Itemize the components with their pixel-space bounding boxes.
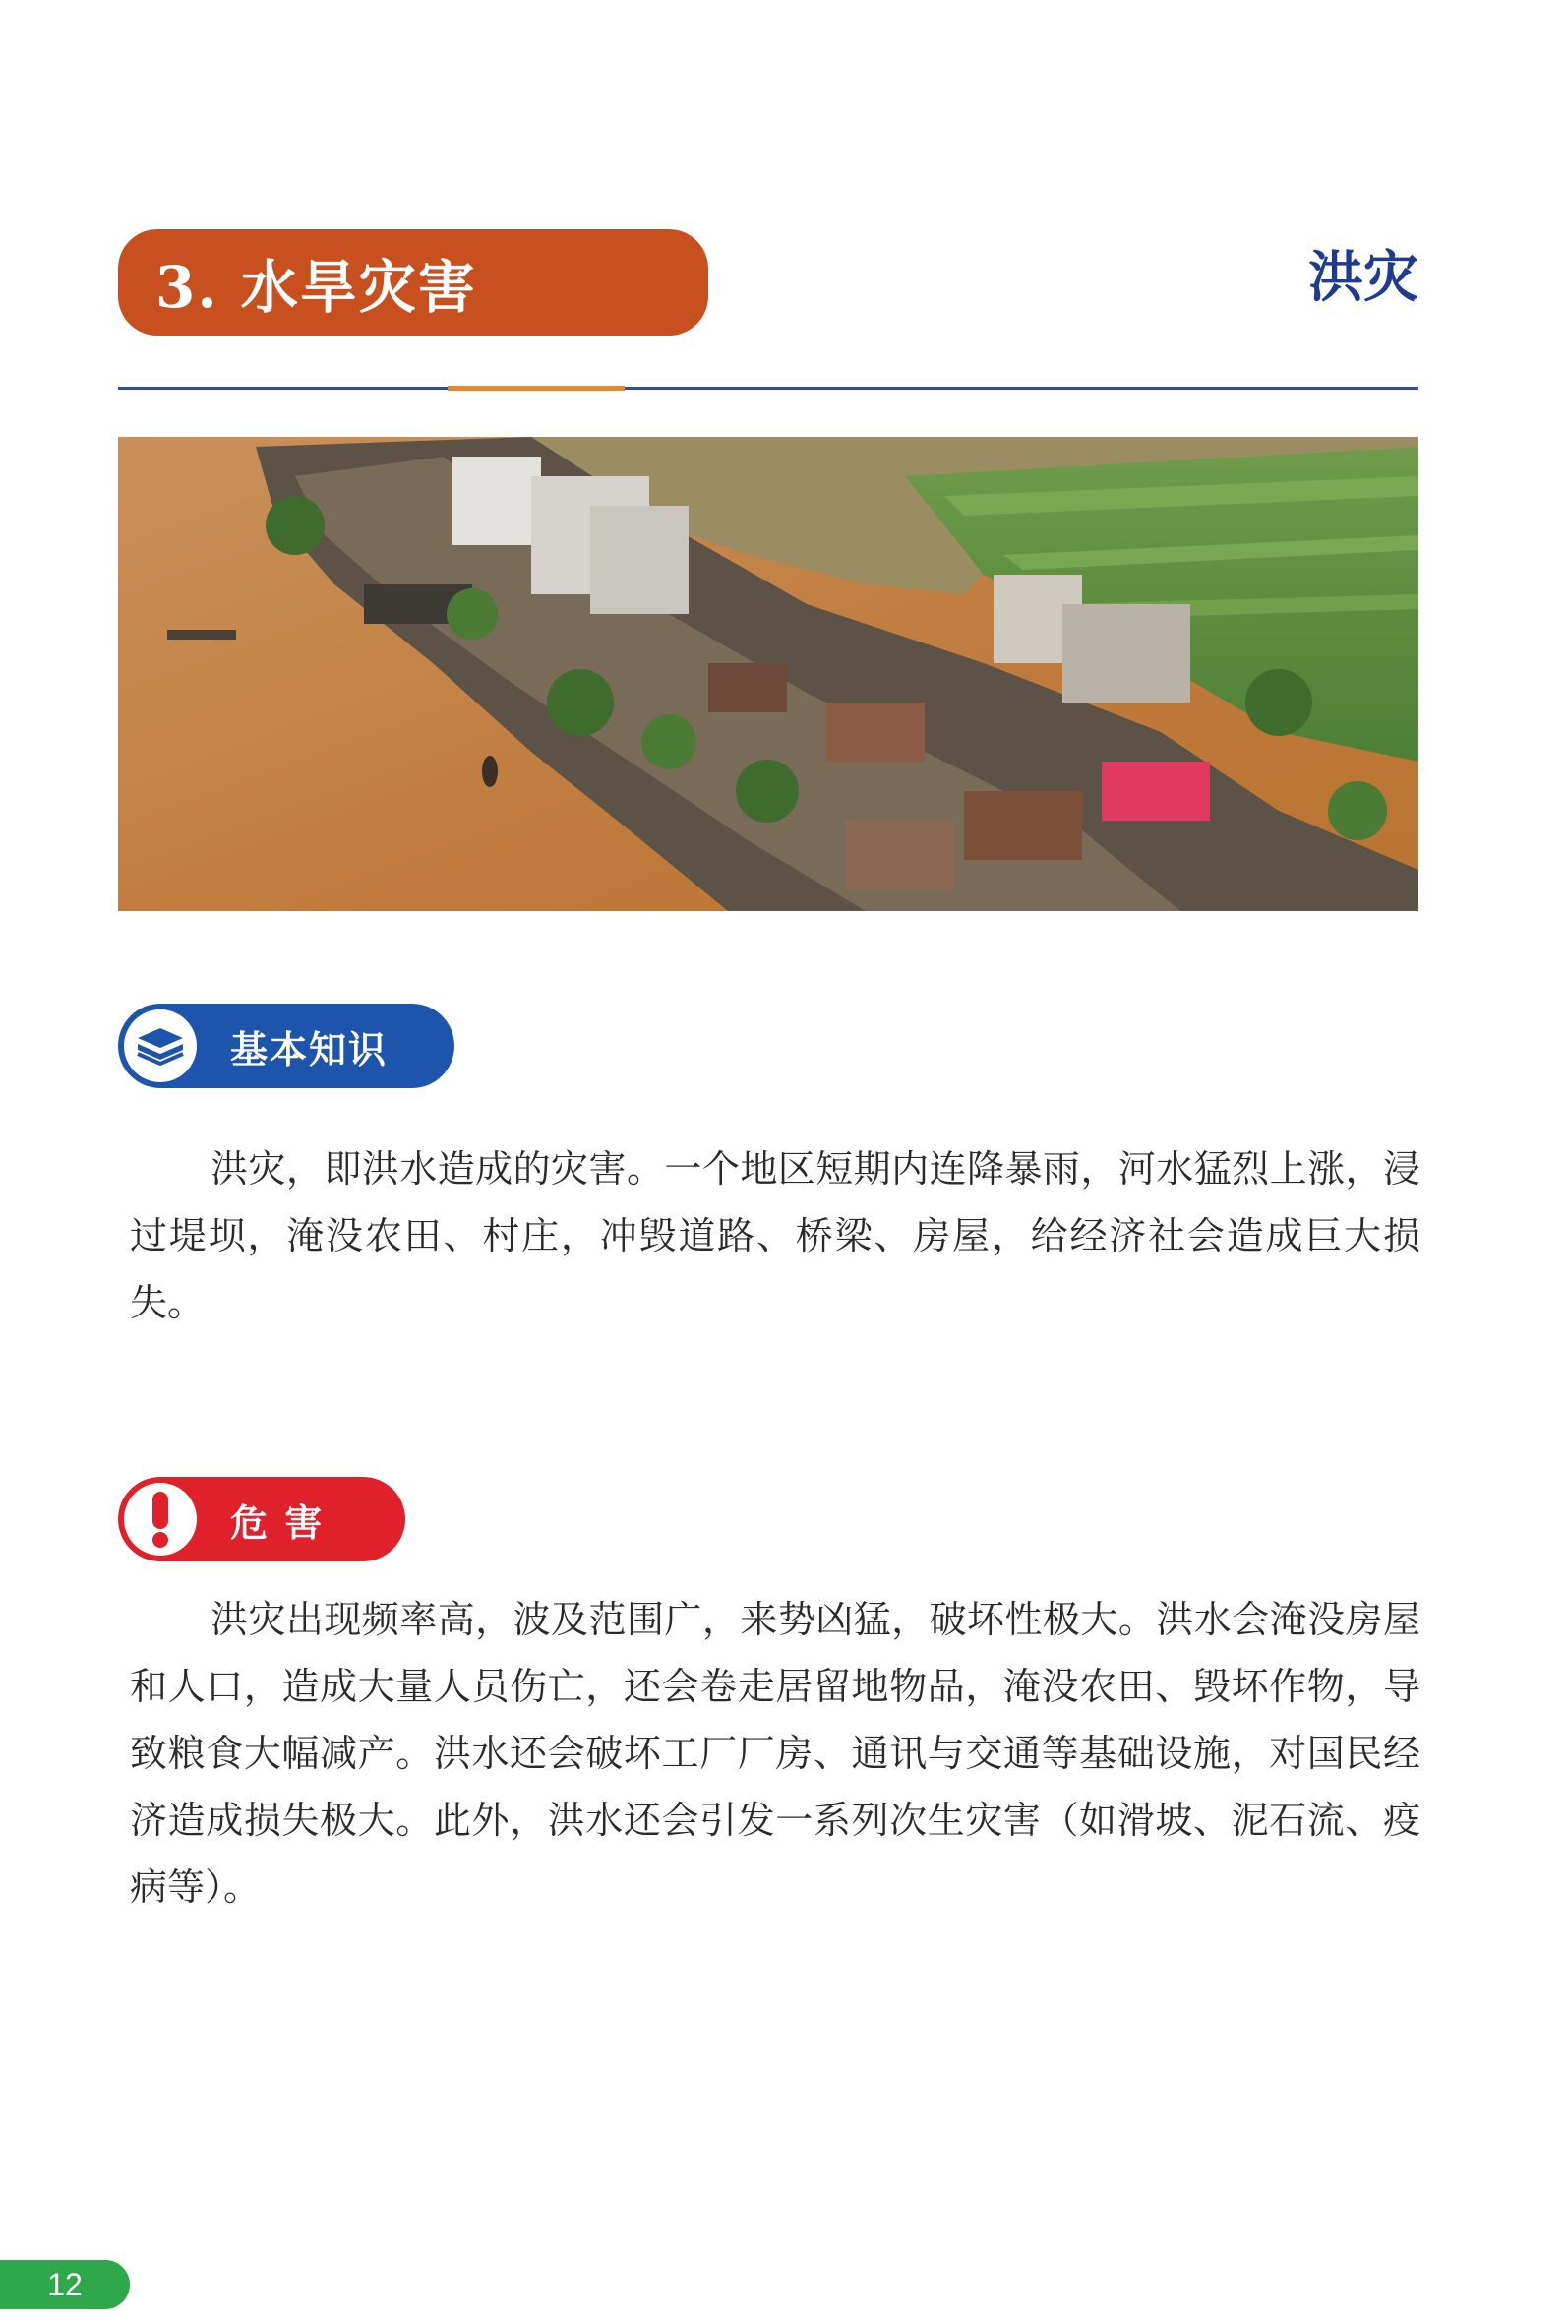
hazard-heading [118,1477,405,1561]
hazard-text: 洪灾出现频率高，波及范围广，来势凶猛，破坏性极大。洪水会淹没房屋和人口，造成大量人员伤亡，还会卷走居留地物品，淹没农田、毁坏作物，导致粮食大幅减产。洪水还会破坏工厂厂房、通讯与交通等基础设施，对国民经济造成损失极大。此外，洪水还会引发一系列次生灾害（如滑坡、泥石流、疫病等）。 [130,1598,1420,1909]
divider-rule [118,387,448,390]
exclamation-icon [124,1483,197,1556]
chapter-title-pill [118,229,708,336]
basic-knowledge-text: 洪灾，即洪水造成的灾害。一个地区短期内连降暴雨，河水猛烈上涨，浸过堤坝，淹没农田、村庄，冲毁道路、桥梁、房屋，给经济社会造成巨大损失。 [130,1147,1420,1324]
book-icon [124,1009,197,1082]
topic-title: 洪灾 [1308,246,1418,310]
divider-rule [625,387,1418,390]
page-number: 12 [0,2260,130,2309]
basic-knowledge-heading [118,1004,454,1088]
basic-knowledge-label: 基本知识 [230,1027,389,1071]
hazard-label: 危 害 [230,1500,325,1545]
flood-photo [118,437,1418,911]
divider-accent [448,386,625,391]
chapter-title: 3. 水旱灾害 [155,254,477,321]
